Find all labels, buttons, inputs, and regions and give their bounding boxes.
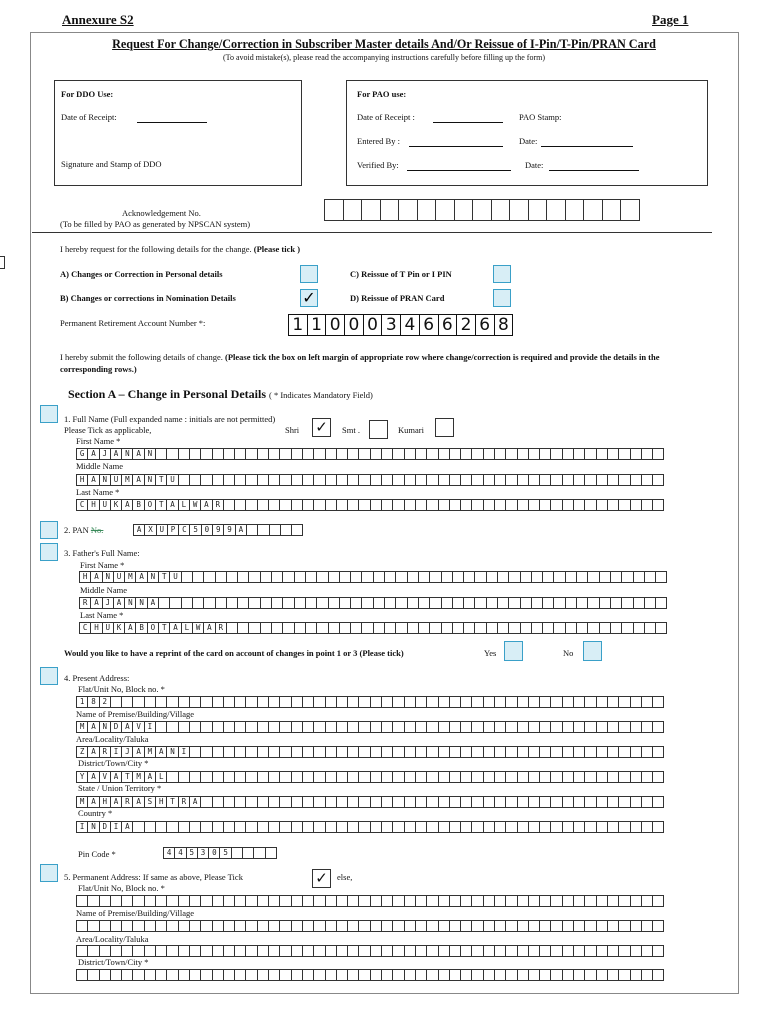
char-box[interactable] [652, 796, 664, 808]
permanent-area-label: Area/Locality/Taluka [76, 934, 149, 944]
ack-digit-box[interactable] [602, 199, 622, 221]
char-box[interactable]: 9 [212, 524, 224, 536]
option-a-checkbox[interactable] [300, 265, 318, 283]
ack-number-boxes[interactable] [324, 199, 639, 221]
pran-digit[interactable]: 2 [456, 314, 476, 336]
option-a-label: A) Changes or Correction in Personal details [60, 269, 223, 279]
char-box[interactable]: M [76, 721, 88, 733]
else-label: else, [337, 872, 353, 882]
ddo-box [54, 80, 302, 186]
present-flat-boxes[interactable] [76, 696, 663, 708]
char-box[interactable]: C [76, 499, 88, 511]
char-box[interactable]: U [99, 499, 111, 511]
pao-date1-field[interactable] [541, 139, 633, 147]
pao-heading: For PAO use: [357, 89, 407, 99]
option-b-label: B) Changes or corrections in Nomination Details [60, 293, 236, 303]
char-box[interactable]: A [121, 821, 133, 833]
char-box[interactable]: H [79, 571, 91, 583]
char-box[interactable]: A [110, 771, 122, 783]
char-box[interactable]: T [158, 571, 170, 583]
father-label: 3. Father's Full Name: [64, 548, 140, 558]
pran-digit[interactable]: 6 [419, 314, 439, 336]
pao-stamp-label: PAO Stamp: [519, 112, 562, 122]
pran-digit[interactable]: 6 [438, 314, 458, 336]
char-box[interactable]: R [121, 796, 133, 808]
ddo-signature-label: Signature and Stamp of DDO [61, 159, 162, 169]
char-box[interactable]: 5 [189, 524, 201, 536]
char-box[interactable]: 0 [208, 847, 220, 859]
first-name-boxes[interactable] [76, 448, 663, 460]
last-name-boxes[interactable] [76, 499, 663, 511]
char-box[interactable] [652, 771, 664, 783]
char-box[interactable] [265, 847, 277, 859]
char-box[interactable]: N [121, 448, 133, 460]
char-box[interactable] [652, 969, 664, 981]
char-box[interactable]: A [203, 622, 215, 634]
char-box[interactable]: I [76, 821, 88, 833]
char-box[interactable] [652, 448, 664, 460]
char-box[interactable]: A [87, 796, 99, 808]
char-box[interactable] [652, 499, 664, 511]
char-box[interactable]: U [169, 571, 181, 583]
char-box[interactable] [655, 622, 667, 634]
char-box[interactable]: K [113, 622, 125, 634]
char-box[interactable]: M [76, 796, 88, 808]
ack-digit-box[interactable] [380, 199, 400, 221]
char-box[interactable]: A [235, 524, 247, 536]
char-box[interactable]: U [110, 474, 122, 486]
char-box[interactable]: 2 [99, 696, 111, 708]
father-first-boxes[interactable] [79, 571, 666, 583]
char-box[interactable]: R [178, 796, 190, 808]
pao-date1-label: Date: [519, 136, 538, 146]
char-box[interactable]: A [132, 474, 144, 486]
pao-date2-label: Date: [525, 160, 544, 170]
char-box[interactable]: N [102, 571, 114, 583]
father-first-label: First Name * [80, 560, 125, 570]
char-box[interactable]: R [99, 746, 111, 758]
char-box[interactable] [652, 696, 664, 708]
pran-digit[interactable]: 1 [288, 314, 308, 336]
form-subtitle: (To avoid mistake(s), please read the accompanying instructions carefully before filling up the form) [223, 53, 545, 62]
page-number: Page 1 [652, 12, 689, 27]
char-box[interactable]: A [90, 597, 102, 609]
char-box[interactable]: A [132, 746, 144, 758]
permanent-flat-label: Flat/Unit No, Block no. * [78, 883, 165, 893]
ack-digit-box[interactable] [620, 199, 640, 221]
char-box[interactable]: N [99, 474, 111, 486]
permanent-district-label: District/Town/City * [78, 957, 149, 967]
char-box[interactable]: A [124, 622, 136, 634]
present-country-label: Country * [78, 808, 113, 818]
char-box[interactable]: X [144, 524, 156, 536]
char-box[interactable]: D [99, 821, 111, 833]
char-box[interactable]: V [132, 721, 144, 733]
char-box[interactable]: N [124, 597, 136, 609]
char-box[interactable]: U [113, 571, 125, 583]
char-box[interactable]: L [181, 622, 193, 634]
char-box[interactable]: A [144, 771, 156, 783]
char-box[interactable]: M [132, 771, 144, 783]
char-box[interactable]: L [178, 499, 190, 511]
char-box[interactable]: S [144, 796, 156, 808]
char-box[interactable]: B [132, 499, 144, 511]
ack-note: (To be filled by PAO as generated by NPSCAN system) [60, 219, 251, 229]
char-box[interactable]: M [121, 474, 133, 486]
pan-label: 2. PAN No. [64, 525, 104, 535]
char-box[interactable]: Y [76, 771, 88, 783]
same-address-checkbox[interactable]: ✓ [312, 869, 331, 888]
pran-digit[interactable]: 0 [325, 314, 345, 336]
pin-code-boxes[interactable] [163, 847, 276, 859]
permanent-premise-boxes[interactable] [76, 920, 663, 932]
pran-boxes[interactable] [288, 314, 512, 336]
char-box[interactable] [655, 571, 667, 583]
char-box[interactable] [652, 920, 664, 932]
pran-digit[interactable]: 0 [344, 314, 364, 336]
char-box[interactable]: R [215, 622, 227, 634]
char-box[interactable] [652, 895, 664, 907]
present-state-boxes[interactable] [76, 796, 663, 808]
char-box[interactable]: B [135, 622, 147, 634]
request-text: I hereby request for the following details for the change. (Please tick ) [60, 244, 301, 254]
char-box[interactable]: T [155, 474, 167, 486]
option-c-label: C) Reissue of T Pin or I PIN [350, 269, 452, 279]
reprint-yes-label: Yes [484, 648, 497, 658]
pao-date2-field[interactable] [549, 163, 639, 171]
shri-label: Shri [285, 425, 300, 435]
char-box[interactable]: 5 [219, 847, 231, 859]
char-box[interactable]: H [99, 796, 111, 808]
fullname-label: 1. Full Name (Full expanded name : initials are not permitted) [64, 414, 276, 424]
shri-checkbox[interactable]: ✓ [312, 418, 331, 437]
option-d-label: D) Reissue of PRAN Card [350, 293, 445, 303]
char-box[interactable]: I [178, 746, 190, 758]
kumari-label: Kumari [398, 425, 424, 435]
char-box[interactable]: P [167, 524, 179, 536]
char-box[interactable]: A [87, 721, 99, 733]
present-premise-label: Name of Premise/Building/Village [76, 709, 194, 719]
char-box[interactable]: 4 [174, 847, 186, 859]
last-name-label: Last Name * [76, 487, 120, 497]
permanent-district-boxes[interactable] [76, 969, 663, 981]
father-last-label: Last Name * [80, 610, 124, 620]
pran-digit[interactable]: 0 [363, 314, 383, 336]
char-box[interactable]: O [144, 499, 156, 511]
ddo-heading: For DDO Use: [61, 89, 114, 99]
char-box[interactable]: W [192, 622, 204, 634]
char-box[interactable]: C [79, 622, 91, 634]
option-d-checkbox[interactable] [493, 289, 511, 307]
ack-digit-box[interactable] [509, 199, 529, 221]
present-country-boxes[interactable] [76, 821, 663, 833]
char-box[interactable]: A [147, 597, 159, 609]
char-box[interactable]: A [110, 448, 122, 460]
char-box[interactable]: N [99, 721, 111, 733]
char-box[interactable]: A [135, 571, 147, 583]
char-box[interactable]: I [144, 721, 156, 733]
char-box[interactable]: A [87, 448, 99, 460]
pran-label: Permanent Retirement Account Number *: [60, 318, 206, 328]
row2-margin-checkbox[interactable] [40, 521, 58, 539]
present-area-label: Area/Locality/Taluka [76, 734, 149, 744]
char-box[interactable]: A [87, 746, 99, 758]
smt-label: Smt . [342, 425, 360, 435]
option-b-checkbox[interactable]: ✓ [300, 289, 318, 307]
ack-digit-box[interactable] [454, 199, 474, 221]
char-box[interactable]: 1 [76, 696, 88, 708]
char-box[interactable]: T [158, 622, 170, 634]
char-box[interactable]: A [87, 771, 99, 783]
char-box[interactable]: U [102, 622, 114, 634]
char-box[interactable]: T [155, 499, 167, 511]
char-box[interactable]: N [87, 821, 99, 833]
please-tick-label: Please Tick as applicable, [64, 425, 152, 435]
char-box[interactable] [652, 821, 664, 833]
margin-mark [0, 256, 5, 269]
char-box[interactable]: A [87, 474, 99, 486]
char-box[interactable]: T [166, 796, 178, 808]
char-box[interactable]: A [132, 796, 144, 808]
present-state-label: State / Union Territory * [78, 783, 162, 793]
char-box[interactable]: N [166, 746, 178, 758]
permanent-address-label: 5. Permanent Address: If same as above, Please Tick [64, 872, 243, 882]
pran-digit[interactable]: 1 [307, 314, 327, 336]
present-district-label: District/Town/City * [78, 758, 149, 768]
first-name-label: First Name * [76, 436, 121, 446]
char-box[interactable]: M [144, 746, 156, 758]
char-box[interactable]: O [147, 622, 159, 634]
option-c-checkbox[interactable] [493, 265, 511, 283]
char-box[interactable]: K [110, 499, 122, 511]
reprint-no-label: No [563, 648, 574, 658]
char-box[interactable]: L [155, 771, 167, 783]
pran-digit[interactable]: 8 [494, 314, 514, 336]
char-box[interactable]: D [110, 721, 122, 733]
char-box[interactable] [652, 474, 664, 486]
middle-name-boxes[interactable] [76, 474, 663, 486]
char-box[interactable]: N [144, 474, 156, 486]
pin-code-label: Pin Code * [78, 849, 116, 859]
char-box[interactable]: R [79, 597, 91, 609]
char-box[interactable]: A [169, 622, 181, 634]
pran-digit[interactable]: 6 [475, 314, 495, 336]
char-box[interactable]: C [178, 524, 190, 536]
char-box[interactable]: T [121, 771, 133, 783]
present-premise-boxes[interactable] [76, 721, 663, 733]
pan-boxes[interactable] [133, 524, 302, 536]
pran-digit[interactable]: 4 [400, 314, 420, 336]
char-box[interactable]: H [155, 796, 167, 808]
char-box[interactable]: R [212, 499, 224, 511]
reprint-yes-checkbox[interactable] [504, 641, 523, 661]
char-box[interactable]: 9 [223, 524, 235, 536]
char-box[interactable]: H [87, 499, 99, 511]
char-box[interactable]: I [110, 821, 122, 833]
row5-margin-checkbox[interactable] [40, 864, 58, 882]
permanent-premise-label: Name of Premise/Building/Village [76, 908, 194, 918]
ack-digit-box[interactable] [417, 199, 437, 221]
present-address-label: 4. Present Address: [64, 673, 130, 683]
present-flat-label: Flat/Unit No, Block no. * [78, 684, 165, 694]
pao-entered-field[interactable] [409, 139, 503, 147]
char-box[interactable]: J [99, 448, 111, 460]
ddo-receipt-field[interactable] [137, 115, 207, 123]
pao-entered-label: Entered By : [357, 136, 400, 146]
middle-name-label: Middle Name [76, 461, 123, 471]
row3-margin-checkbox[interactable] [40, 543, 58, 561]
char-box[interactable]: A [113, 597, 125, 609]
pao-receipt-field[interactable] [433, 115, 503, 123]
ack-digit-box[interactable] [435, 199, 455, 221]
char-box[interactable] [652, 746, 664, 758]
char-box[interactable]: M [124, 571, 136, 583]
char-box[interactable]: A [200, 499, 212, 511]
char-box[interactable]: Z [76, 746, 88, 758]
char-box[interactable]: A [110, 796, 122, 808]
char-box[interactable]: W [189, 499, 201, 511]
char-box[interactable]: H [90, 622, 102, 634]
ack-label: Acknowledgement No. [122, 208, 201, 218]
permanent-flat-boxes[interactable] [76, 895, 663, 907]
ack-digit-box[interactable] [398, 199, 418, 221]
char-box[interactable]: 4 [163, 847, 175, 859]
char-box[interactable]: U [156, 524, 168, 536]
char-box[interactable]: N [147, 571, 159, 583]
father-middle-boxes[interactable] [79, 597, 666, 609]
ack-digit-box[interactable] [361, 199, 381, 221]
char-box[interactable]: G [76, 448, 88, 460]
char-box[interactable]: 5 [186, 847, 198, 859]
present-area-boxes[interactable] [76, 746, 663, 758]
char-box[interactable]: N [144, 448, 156, 460]
ack-digit-box[interactable] [528, 199, 548, 221]
pran-digit[interactable]: 3 [381, 314, 401, 336]
pao-receipt-label: Date of Receipt : [357, 112, 415, 122]
ack-digit-box[interactable] [472, 199, 492, 221]
kumari-checkbox[interactable] [435, 418, 454, 437]
char-box[interactable] [652, 945, 664, 957]
ack-digit-box[interactable] [583, 199, 603, 221]
char-box[interactable]: A [133, 524, 145, 536]
char-box[interactable]: A [121, 499, 133, 511]
char-box[interactable]: 0 [201, 524, 213, 536]
section-a-title: Section A – Change in Personal Details ( * Indicates Mandatory Field) [68, 387, 373, 401]
ack-digit-box[interactable] [324, 199, 344, 221]
annexure-label: Annexure S2 [62, 12, 134, 27]
char-box[interactable]: 8 [87, 696, 99, 708]
pao-verified-label: Verified By: [357, 160, 399, 170]
pao-box [346, 80, 708, 186]
char-box[interactable]: J [121, 746, 133, 758]
char-box[interactable]: A [189, 796, 201, 808]
char-box[interactable]: A [90, 571, 102, 583]
char-box[interactable]: 3 [197, 847, 209, 859]
ack-digit-box[interactable] [546, 199, 566, 221]
char-box[interactable]: J [102, 597, 114, 609]
reprint-question: Would you like to have a reprint of the card on account of changes in point 1 or 3 (Please tick) [64, 648, 404, 658]
present-district-boxes[interactable] [76, 771, 663, 783]
char-box[interactable] [291, 524, 303, 536]
char-box[interactable] [655, 597, 667, 609]
submit-text: I hereby submit the following details of change. (Please tick the box on left margin of appropriate row where change/correction is required and provide the details in the corresponding rows.) [60, 352, 660, 374]
row1-margin-checkbox[interactable] [40, 405, 58, 423]
form-title: Request For Change/Correction in Subscriber Master details And/Or Reissue of I-Pin/T-Pin/PRAN Card [112, 37, 656, 51]
ack-digit-box[interactable] [343, 199, 363, 221]
smt-checkbox[interactable] [369, 420, 388, 439]
char-box[interactable]: A [121, 721, 133, 733]
father-last-boxes[interactable] [79, 622, 666, 634]
ack-digit-box[interactable] [491, 199, 511, 221]
reprint-no-checkbox[interactable] [583, 641, 602, 661]
char-box[interactable]: A [155, 746, 167, 758]
char-box[interactable]: V [99, 771, 111, 783]
char-box[interactable]: A [166, 499, 178, 511]
father-middle-label: Middle Name [80, 585, 127, 595]
char-box[interactable]: A [132, 448, 144, 460]
row4-margin-checkbox[interactable] [40, 667, 58, 685]
char-box[interactable]: H [76, 474, 88, 486]
ddo-receipt-label: Date of Receipt: [61, 112, 117, 122]
char-box[interactable]: U [166, 474, 178, 486]
char-box[interactable]: N [135, 597, 147, 609]
permanent-area-boxes[interactable] [76, 945, 663, 957]
ack-digit-box[interactable] [565, 199, 585, 221]
char-box[interactable]: I [110, 746, 122, 758]
pao-verified-field[interactable] [407, 163, 511, 171]
char-box[interactable] [652, 721, 664, 733]
